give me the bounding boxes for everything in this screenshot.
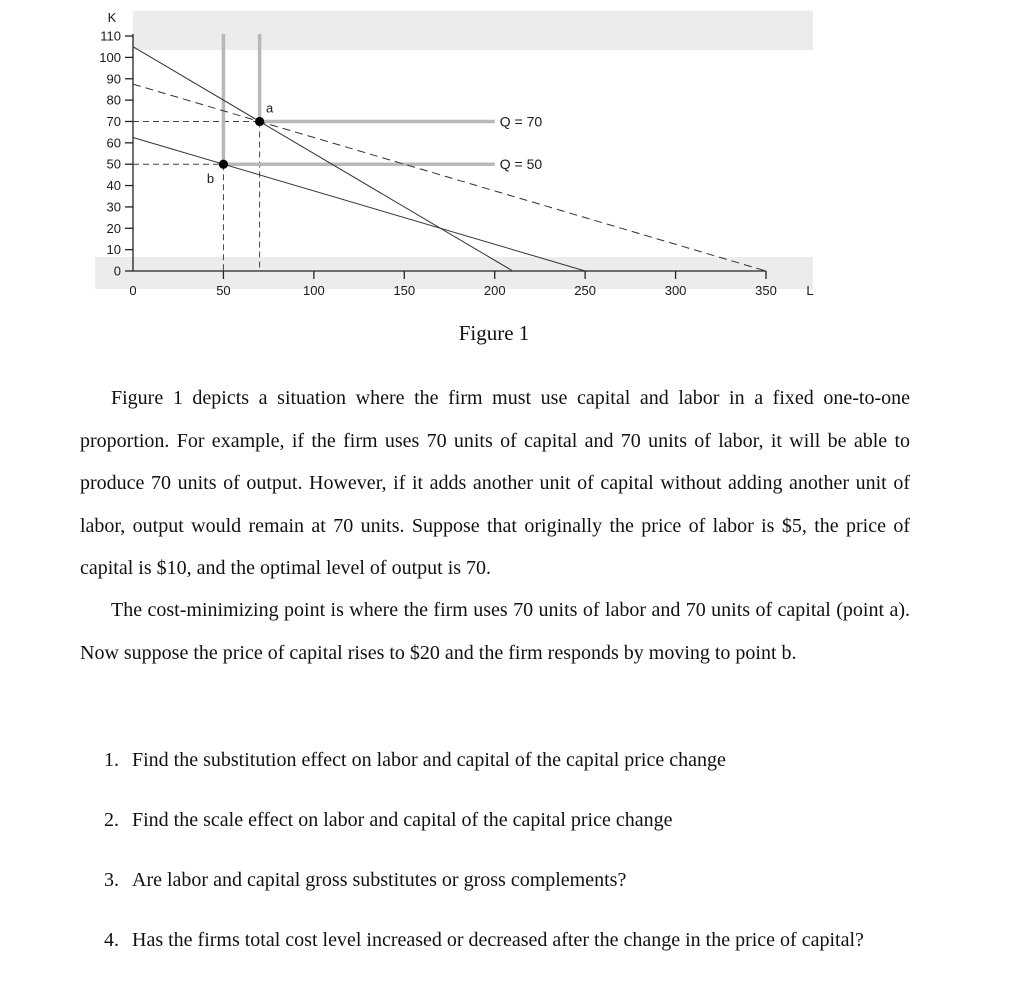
isoquant-label: Q = 50 — [499, 156, 543, 173]
question-number: 2. — [104, 809, 119, 831]
y-tick-label: 100 — [99, 49, 121, 65]
isocost-line-dashed — [133, 84, 766, 271]
point-a-label: a — [265, 100, 274, 116]
y-axis-label: K — [107, 10, 117, 25]
question-text: Find the scale effect on labor and capital of the capital price change — [132, 809, 673, 831]
question-number: 4. — [104, 929, 119, 951]
y-tick-label: 70 — [106, 113, 121, 129]
question-3 — [104, 859, 910, 901]
y-tick-label: 40 — [106, 178, 121, 194]
isoquant-label: Q = 70 — [499, 113, 543, 130]
paragraph-intro: Figure 1 depicts a situation where the firm must use capital and labor in a fixed one-to-one proportion. For example, if the firm uses 70 units of capital and 70 units of labor, it will be able to produce 70 units of output. However, if it adds another unit of capital without adding another unit of labor, output would remain at 70 units. Suppose that originally the price of labor is $5, the price of capital is $10, and the optimal level of output is 70. — [80, 387, 910, 579]
point-b-marker — [219, 160, 228, 169]
y-tick-label: 20 — [106, 220, 121, 236]
top-band — [133, 11, 813, 50]
isocost-line — [133, 47, 513, 271]
question-text: Find the substitution effect on labor and capital of the capital price change — [132, 749, 726, 771]
question-1 — [104, 739, 910, 781]
x-tick-label: 150 — [393, 283, 416, 298]
y-tick-label: 30 — [106, 199, 121, 215]
question-number: 1. — [104, 749, 119, 771]
y-tick-label: 60 — [106, 135, 121, 151]
y-tick-label: 50 — [106, 156, 121, 172]
x-tick-label: 200 — [483, 283, 506, 298]
point-a-marker — [255, 117, 264, 126]
x-tick-label: 100 — [303, 283, 325, 298]
y-tick-label: 80 — [106, 92, 121, 108]
y-tick-label: 0 — [113, 263, 121, 279]
question-2 — [104, 799, 910, 841]
x-tick-label: 0 — [129, 283, 137, 298]
question-4 — [104, 919, 910, 961]
x-tick-label: 350 — [755, 283, 777, 298]
point-b-label: b — [206, 171, 215, 187]
y-tick-label: 110 — [100, 28, 121, 44]
paragraph-cost-minimizing: The cost-minimizing point is where the firm uses 70 units of labor and 70 units of capital (point a). Now suppose the price of capital rises to $20 and the firm responds by moving to point b. — [80, 599, 910, 664]
question-number: 3. — [104, 869, 119, 891]
figure-caption: Figure 1 — [458, 321, 530, 345]
x-tick-label: 250 — [574, 283, 597, 298]
x-tick-label: 300 — [664, 283, 687, 298]
x-tick-label: 50 — [216, 283, 231, 298]
y-tick-label: 90 — [106, 71, 121, 87]
x-axis-label: L — [806, 283, 814, 298]
figure-1-chart — [0, 0, 1024, 320]
question-text: Has the firms total cost level increased or decreased after the change in the price of capital? — [132, 929, 864, 951]
question-text: Are labor and capital gross substitutes or gross complements? — [132, 869, 627, 891]
bottom-band — [95, 257, 813, 289]
y-tick-label: 10 — [106, 242, 121, 258]
